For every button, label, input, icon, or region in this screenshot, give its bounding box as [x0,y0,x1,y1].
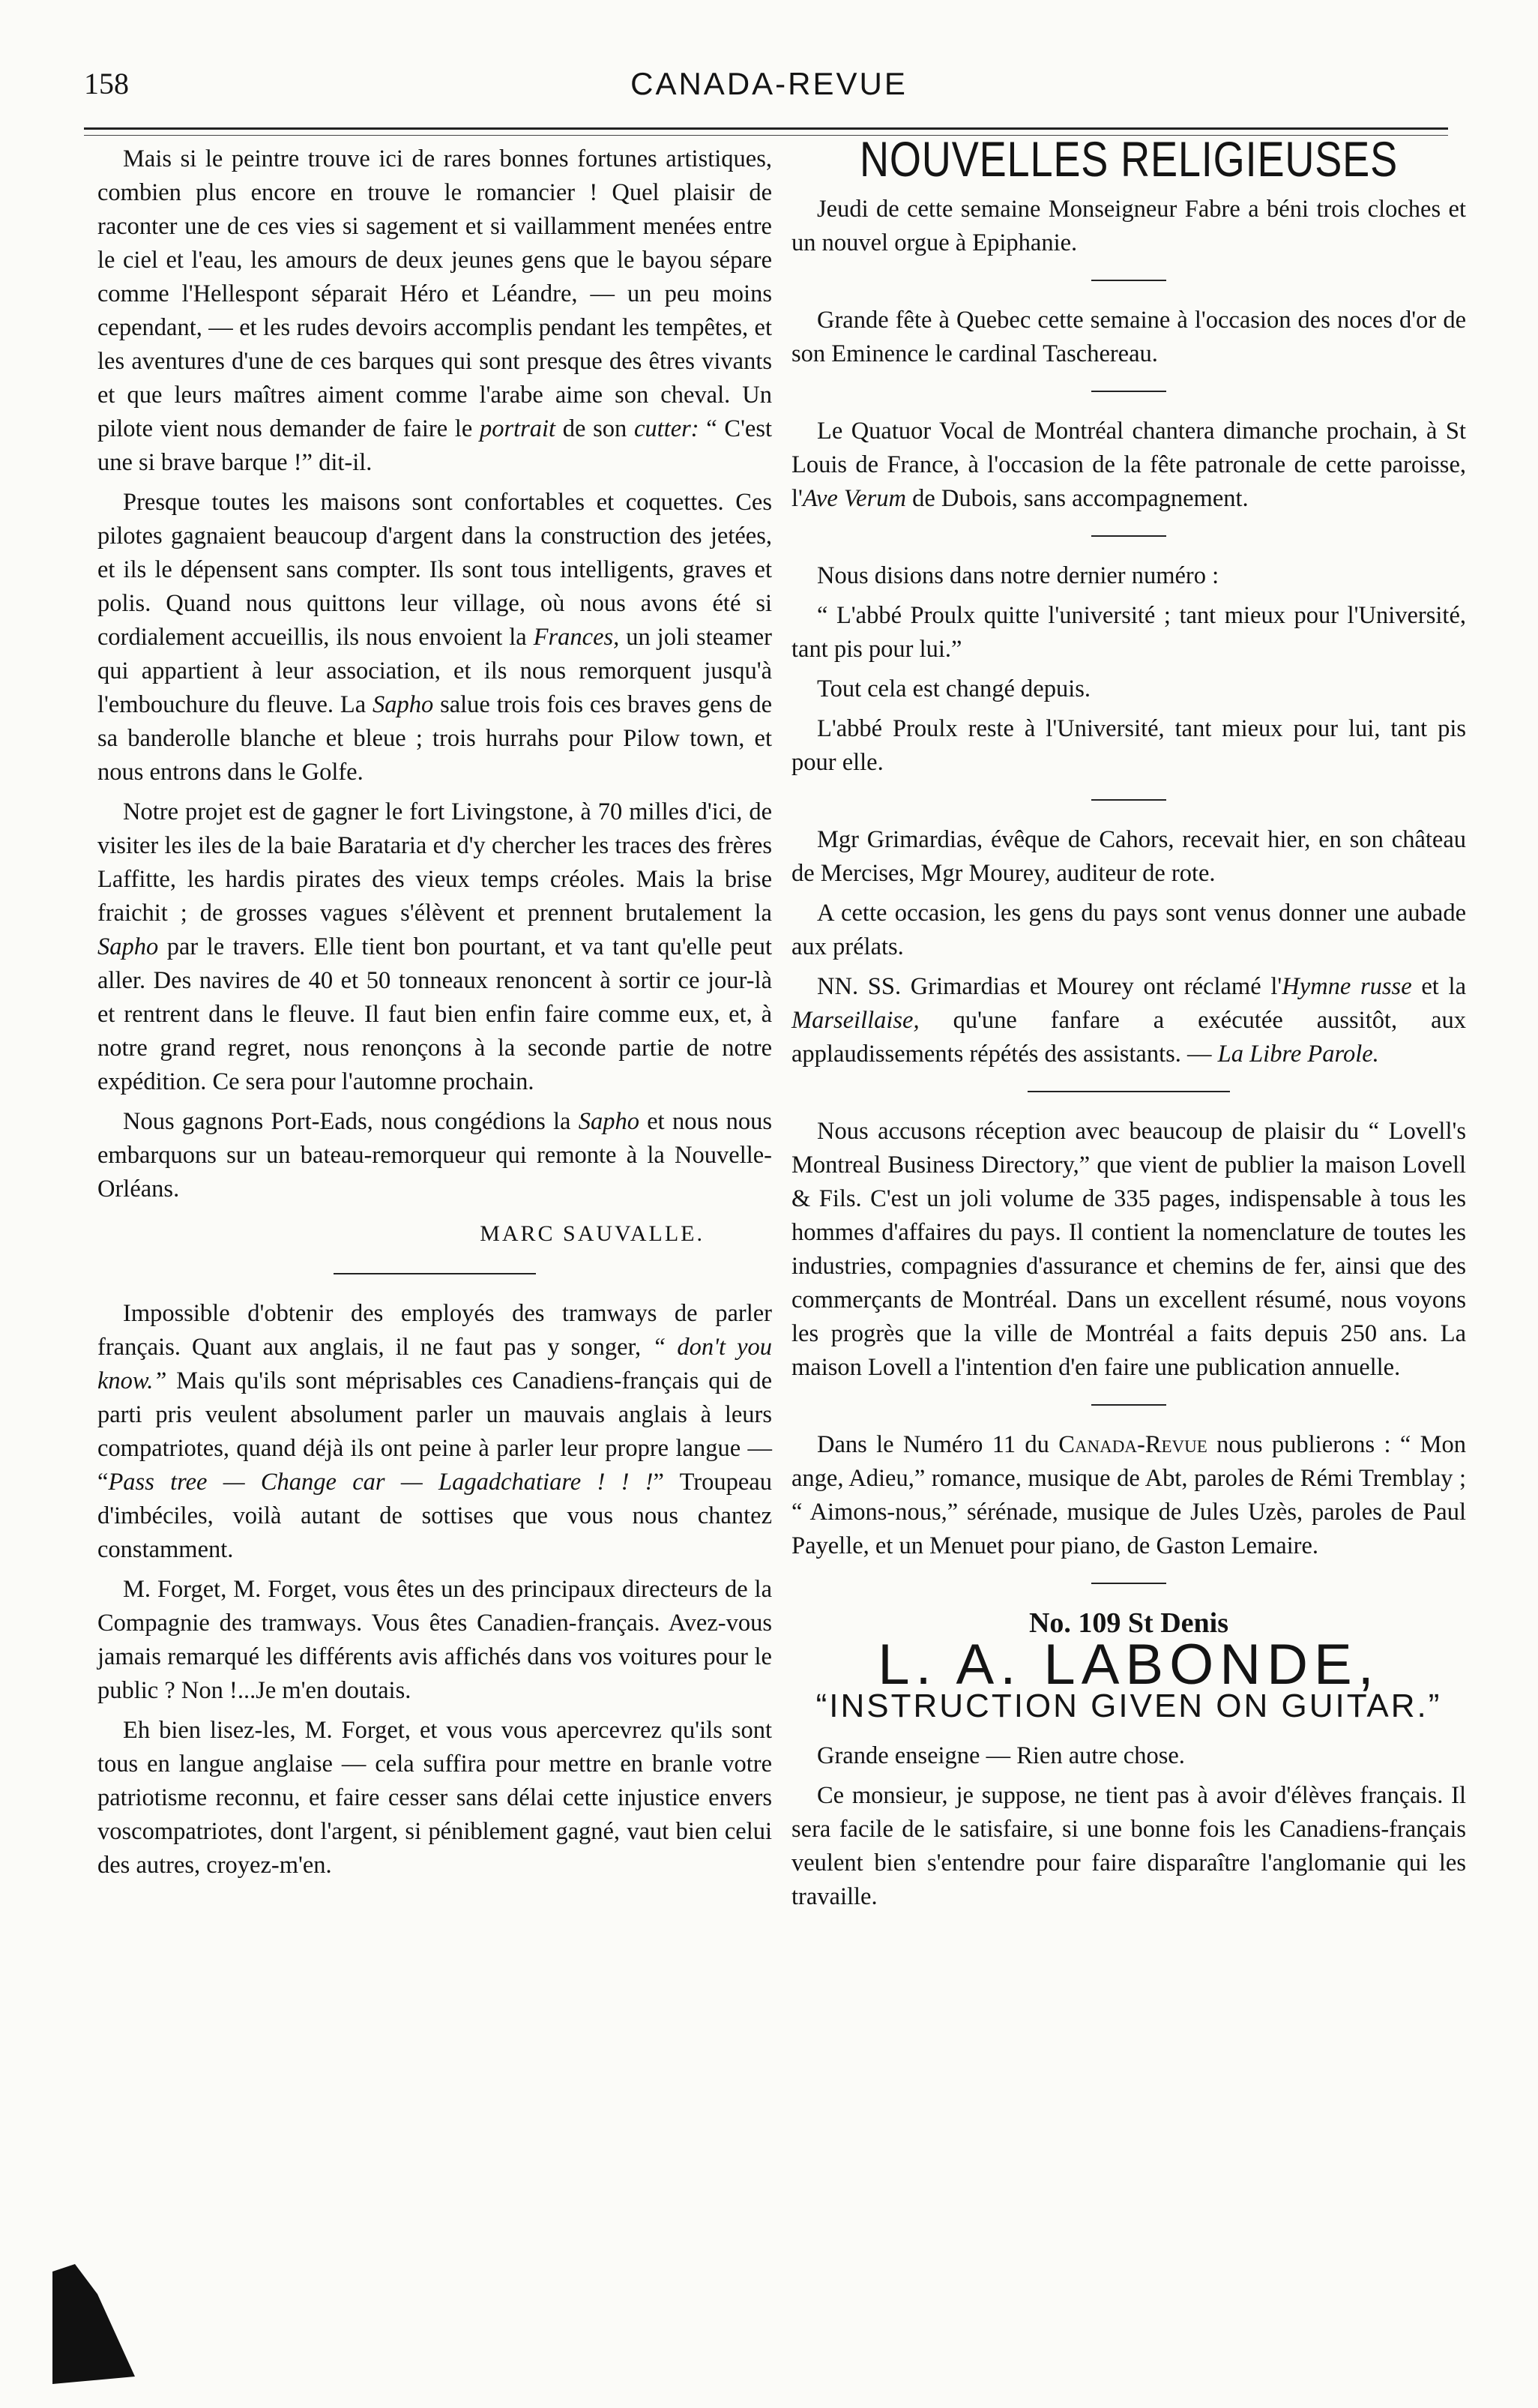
news-item: Grande fête à Quebec cette semaine à l'occasion des noces d'or de son Eminence le cardinal Taschereau. [791,307,1466,367]
author-signature: MARC SAUVALLE. [480,1221,705,1246]
header-rule [84,127,1448,130]
news-item: Nous accusons réception avec beaucoup de plaisir du “ Lovell's Montreal Business Directory,” que vient de publier la maison Lovell & Fils. C'est un joli volume de 335 pages, indispensable à tous les hommes d'affaires du pays. Il contient la nomenclature de toutes les industries, compagnies d'assurance et chemins de fer, ainsi que des commerçants de Montréal. Dans un excellent résumé, nous voyons les progrès que la ville de Montréal a faits depuis 250 ans. La maison Lovell a l'intention d'en faire une publication annuelle. [791,1118,1466,1381]
news-item: Jeudi de cette semaine Monseigneur Fabre a béni trois cloches et un nouvel orgue à Epiphanie. [791,196,1466,256]
paragraph [97,1105,772,1206]
italic-text: “ don't you know.” [97,1334,773,1394]
text: Notre projet est de gagner le fort Livingstone, à 70 milles d'ici, de visiter les iles de la baie Barataria et d'y chercher les traces des frères Laffitte, les hardis pirates des vieux temps créoles. Mais la brise fraichit ; de grosses vagues s'élèvent et prennent brutalement la [97,798,772,927]
small-caps-text: Canada-Revue [1058,1431,1207,1458]
ad-sign: “INSTRUCTION GIVEN ON GUITAR.” [815,1688,1442,1724]
paragraph [97,486,772,789]
paragraph: M. Forget, M. Forget, vous êtes un des principaux directeurs de la Compagnie des tramways. Vous êtes Canadien-français. Avez-vous jamais remarqué les différents avis affichés dans vos voitures pour le public ? Non !...Je m'en doutais. [97,1576,772,1704]
page-number: 158 [84,67,129,100]
italic-text: cutter: [633,415,699,442]
ad-name: L. A. LABONDE, [878,1633,1380,1697]
text: Mais si le peintre trouve ici de rares bonnes fortunes artistiques, combien plus encore en trouve le romancier ! Quel plaisir de raconter une de ces vies si sagement et si vaillamment menées entre le ciel et l'eau, les amours de deux jeunes gens que le bayou sépare comme l'Hellespont séparait Héro et Léandre, — un peu moins cependant, — et les rudes devoirs accomplis pendant les tempêtes, et les aventures d'une de ces barques qui sont presque des êtres vivants et que leurs maîtres aiment comme l'arabe aime son cheval. Un pilote vient nous demander de faire le [97,145,772,442]
italic-text: Sapho [372,691,434,718]
separator-rule [1091,535,1166,537]
italic-text: Ave Verum [802,485,906,512]
italic-text: Sapho [97,933,159,960]
text: un joli steamer qui appartient à leur association, et ils nous remorquent jusqu'à l'embouchure du fleuve. La [97,624,773,718]
paragraph [97,142,772,480]
paragraph [97,795,772,1099]
text: qu'une fanfare a exécutée aussitôt, aux applaudissements répétés des assistants. — [791,1007,1467,1068]
italic-text: Sapho [578,1108,639,1135]
text: et nous nous embarquons sur un bateau-remorqueur qui remonte à la Nouvelle-Orléans. [97,1108,773,1203]
separator-rule [1091,1404,1166,1406]
right-column [791,131,1467,1920]
news-item: Ce monsieur, je suppose, ne tient pas à avoir d'élèves français. Il sera facile de le satisfaire, si une bonne fois les Canadiens-français veulent bien s'entendre pour faire disparaître l'anglomanie qui les travaille. [791,1782,1466,1910]
separator-rule [1028,1091,1230,1092]
text: Dans le Numéro 11 du [817,1431,1049,1458]
separator-rule [1091,280,1166,281]
left-column [97,142,772,1888]
text: Le Quatuor Vocal de Montréal chantera dimanche prochain, à St Louis de France, à l'occasion de la fête patronale de cette paroisse, l' [791,418,1466,512]
text: Impossible d'obtenir des employés des tramways de parler français. Quant aux anglais, il ne faut pas y songer, [97,1300,772,1361]
italic-text: Marseillaise, [791,1007,920,1034]
text: Mais qu'ils sont méprisables ces Canadiens-français qui de parti pris veulent absolument parler un mauvais anglais à leurs compatriotes, quand déjà ils ont peine à parler leur propre langue — “ [97,1367,772,1496]
news-item: Mgr Grimardias, évêque de Cahors, recevait hier, en son château de Mercises, Mgr Mourey, auditeur de rote. [791,826,1466,887]
paragraph: Eh bien lisez-les, M. Forget, et vous vous apercevrez qu'ils sont tous en langue anglaise — cela suffira pour mettre en branle votre patriotisme reconnu, et faire cesser sans délai cette injustice envers voscompatriotes, dont l'argent, si péniblement gagné, vaut bien celui des autres, croyez-m'en. [97,1717,772,1879]
news-item: A cette occasion, les gens du pays sont venus donner une aubade aux prélats. [791,900,1466,960]
text: Nous gagnons Port-Eads, nous congédions la [123,1108,571,1135]
paragraph [97,1297,772,1567]
text: nous publierons : “ Mon ange, Adieu,” romance, musique de Abt, paroles de Rémi Tremblay ; “ Aimons-nous,” sérénade, musique de Jules Uzès, paroles de Paul Payelle, et un Menuet pour piano, de Gaston Lemaire. [791,1431,1466,1559]
text: par le travers. Elle tient bon pourtant, et va tant qu'elle peut aller. Des navires de 40 et 50 tonneaux renoncent à sortir ce jour-là et rentrent dans le fleuve. Il faut bien enfin faire comme eux, et, à notre grand regret, nous renonçons à la seconde partie de notre expédition. Ce sera pour l'automne prochain. [97,933,773,1095]
news-item [791,415,1466,516]
page-corner-shadow [52,2264,135,2384]
text: “ C'est une si brave barque !” dit-il. [97,415,773,476]
running-title: CANADA-REVUE [630,66,908,101]
ad-address: No. 109 St Denis [1028,1607,1229,1639]
text: Presque toutes les maisons sont confortables et coquettes. Ces pilotes gagnaient beaucoup d'argent dans la construction des jetées, et ils le dépensent sans compter. Ils sont tous intelligents, graves et polis. Quand nous quittons leur village, où nous avons été si cordialement accueillis, ils nous envoient la [97,489,772,651]
separator-rule [1091,799,1166,801]
separator-rule [334,1273,536,1274]
news-item: “ L'abbé Proulx quitte l'université ; tant mieux pour l'Université, tant pis pour lui.” [791,602,1466,663]
news-item [791,1428,1466,1563]
news-item: L'abbé Proulx reste à l'Université, tant mieux pour lui, tant pis pour elle. [791,715,1466,776]
text: ” Troupeau d'imbéciles, voilà autant de sottises que vous nous chantez constamment. [97,1469,772,1563]
news-item [791,970,1466,1071]
italic-text: Hymne russe [1282,973,1412,1000]
italic-text: Frances, [533,624,620,651]
separator-rule [1091,391,1166,392]
italic-text: La Libre Parole. [1217,1041,1379,1068]
separator-rule [1091,1583,1166,1584]
news-item: Grande enseigne — Rien autre chose. [817,1742,1185,1769]
text: salue trois fois ces braves gens de sa banderolle blanche et bleue ; trois hurrahs pour Pilow town, et nous entrons dans le Golfe. [97,691,772,786]
text: de Dubois, sans accompagnement. [912,485,1249,512]
section-title: NOUVELLES RELIGIEUSES [859,131,1399,187]
text: NN. SS. Grimardias et Mourey ont réclamé l' [817,973,1282,1000]
italic-text: Pass tree — Change car — Lagadchatiare ! ! ! [108,1469,654,1496]
text: de son [562,415,627,442]
text: et la [1421,973,1466,1000]
news-item: Tout cela est changé depuis. [817,675,1091,702]
italic-text: portrait [479,415,556,442]
news-item: Nous disions dans notre dernier numéro : [817,562,1219,589]
